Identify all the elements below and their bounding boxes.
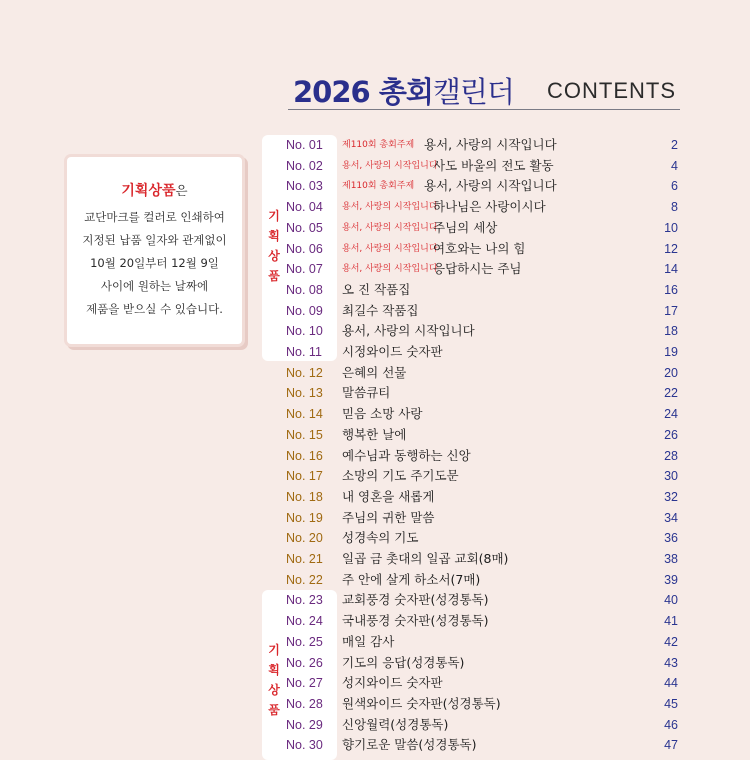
toc-row[interactable] — [286, 611, 680, 631]
toc-number: No. 07 — [286, 262, 323, 277]
toc-page: 8 — [671, 200, 678, 215]
toc-page: 10 — [664, 220, 678, 235]
group-label-char: 품 — [268, 269, 280, 283]
toc-title: 주 안에 살게 하소서(7매) — [342, 571, 481, 587]
contents-label: CONTENTS — [547, 78, 676, 103]
group-label-char: 기 — [268, 209, 280, 223]
toc-row[interactable] — [286, 570, 680, 590]
toc-row[interactable] — [286, 446, 680, 466]
info-line: 지정된 납품 일자와 관계없이 — [82, 233, 227, 247]
toc-row[interactable] — [286, 301, 680, 321]
toc-number: No. 03 — [286, 179, 323, 194]
toc-page: 39 — [664, 572, 678, 587]
special-group-label-top — [262, 206, 286, 286]
toc-row[interactable] — [286, 135, 680, 155]
info-lines — [67, 206, 242, 321]
group-label-char: 획 — [268, 663, 280, 677]
toc-number: No. 20 — [286, 531, 323, 546]
toc-number: No. 29 — [286, 717, 323, 732]
toc-title: 일곱 금 촛대의 일곱 교회(8매) — [342, 551, 509, 566]
info-box — [67, 157, 242, 344]
toc-number: No. 02 — [286, 158, 323, 173]
toc-number: No. 16 — [286, 448, 323, 463]
toc-row[interactable] — [286, 218, 680, 238]
toc-title: 소망의 기도 주기도문 — [342, 468, 459, 484]
toc-prefix: 용서, 사랑의 시작입니다 — [342, 222, 438, 233]
toc-page: 24 — [664, 407, 678, 422]
toc-row[interactable] — [286, 466, 680, 486]
info-line: 제품을 받으실 수 있습니다. — [86, 302, 223, 316]
toc-number: No. 27 — [286, 676, 323, 691]
group-label-char: 획 — [268, 229, 280, 243]
toc-page: 2 — [671, 138, 678, 152]
toc-title: 믿음 소망 사랑 — [342, 406, 423, 422]
toc-page: 44 — [664, 676, 678, 691]
toc-page: 28 — [664, 448, 678, 463]
toc-page: 38 — [664, 552, 678, 566]
toc-number: No. 08 — [286, 282, 323, 297]
toc-title: 용서, 사랑의 시작입니다 — [424, 178, 557, 194]
toc-page: 40 — [664, 593, 678, 608]
toc-row[interactable] — [286, 176, 680, 196]
toc-number: No. 22 — [286, 572, 323, 587]
toc-title: 은혜의 선물 — [342, 364, 407, 380]
toc-number: No. 14 — [286, 407, 323, 422]
toc-page: 16 — [664, 282, 678, 297]
header-divider — [288, 109, 680, 110]
toc-title: 예수님과 동행하는 신앙 — [342, 447, 471, 463]
toc-number: No. 28 — [286, 696, 323, 711]
group-label-char: 품 — [268, 703, 280, 717]
toc-title: 국내풍경 숫자판(성경통독) — [342, 613, 489, 629]
title-rest: 캘린더 — [432, 75, 514, 109]
toc-prefix: 용서, 사랑의 시작입니다 — [342, 202, 438, 213]
info-heading — [67, 181, 242, 201]
toc-number: No. 18 — [286, 489, 323, 504]
toc-row[interactable] — [286, 735, 680, 755]
toc-row[interactable] — [286, 259, 680, 279]
toc-number: No. 25 — [286, 634, 323, 649]
info-line: 교단마크를 컬러로 인쇄하여 — [84, 210, 225, 224]
toc-page: 18 — [664, 324, 678, 339]
toc-page: 32 — [664, 489, 678, 504]
toc-row[interactable] — [286, 590, 680, 610]
toc-row[interactable] — [286, 197, 680, 217]
toc-page: 43 — [664, 655, 678, 670]
info-line: 10월 20일부터 12월 9일 — [90, 256, 219, 270]
toc-number: No. 12 — [286, 365, 323, 380]
toc-title: 매일 감사 — [342, 633, 395, 649]
toc-number: No. 13 — [286, 386, 323, 401]
toc-title: 응답하시는 주님 — [433, 261, 522, 277]
toc-page: 4 — [671, 158, 678, 173]
toc-number: No. 01 — [286, 138, 323, 152]
title-bold: 총회 — [378, 75, 433, 109]
toc-row[interactable] — [286, 632, 680, 652]
page-header — [288, 66, 680, 110]
toc-number: No. 19 — [286, 510, 323, 525]
toc-prefix: 제110회 총회주제 — [342, 140, 415, 150]
toc-number: No. 09 — [286, 303, 323, 318]
toc-title: 향기로운 말씀(성경통독) — [342, 737, 477, 753]
special-group-label-bottom — [262, 640, 286, 720]
toc-row[interactable] — [286, 528, 680, 548]
toc-title: 성경속의 기도 — [342, 530, 419, 546]
toc-prefix: 용서, 사랑의 시작입니다 — [342, 243, 438, 254]
toc-title: 시정와이드 숫자판 — [342, 344, 443, 359]
toc-prefix: 제110회 총회주제 — [342, 181, 415, 192]
toc-row[interactable] — [286, 508, 680, 528]
toc-row[interactable] — [286, 653, 680, 673]
toc-number: No. 24 — [286, 614, 323, 629]
toc-title: 최길수 작품집 — [342, 302, 419, 318]
toc-page: 47 — [664, 738, 678, 753]
toc-title: 내 영혼을 새롭게 — [342, 488, 435, 504]
toc-title: 행복한 날에 — [342, 426, 407, 442]
toc-number: No. 23 — [286, 593, 323, 608]
toc-number: No. 10 — [286, 324, 323, 339]
toc-title: 오 진 작품집 — [342, 281, 411, 297]
toc-page: 12 — [664, 241, 678, 256]
toc-title: 교회풍경 숫자판(성경통독) — [342, 592, 489, 608]
toc-number: No. 17 — [286, 469, 323, 484]
toc-page: 41 — [664, 614, 678, 629]
toc-page: 45 — [664, 696, 678, 711]
group-label-char: 상 — [268, 249, 280, 263]
toc-row[interactable] — [286, 156, 680, 176]
toc-title: 사도 바울의 전도 활동 — [433, 157, 554, 173]
toc-title: 용서, 사랑의 시작입니다 — [342, 323, 475, 339]
toc-row[interactable] — [286, 239, 680, 259]
toc-number: No. 30 — [286, 738, 323, 753]
toc-title: 주님의 세상 — [433, 219, 498, 235]
toc-page: 36 — [664, 531, 678, 546]
toc-title: 원색와이드 숫자판(성경통독) — [342, 695, 501, 711]
page-title — [293, 70, 514, 111]
title-year: 2026 — [293, 75, 370, 109]
toc-page: 30 — [664, 469, 678, 484]
toc-row[interactable] — [286, 673, 680, 693]
toc-title: 말씀큐티 — [342, 385, 391, 401]
toc-number: No. 06 — [286, 241, 323, 256]
toc-number: No. 04 — [286, 200, 323, 215]
toc-title: 주님의 귀한 말씀 — [342, 509, 435, 525]
info-highlight: 기획상품 — [121, 183, 176, 199]
toc-prefix: 용서, 사랑의 시작입니다 — [342, 264, 438, 275]
toc-page: 22 — [664, 386, 678, 401]
toc-row[interactable] — [286, 342, 680, 362]
toc-row[interactable] — [286, 715, 680, 735]
toc-row[interactable] — [286, 694, 680, 714]
toc-row[interactable] — [286, 280, 680, 300]
toc-number: No. 05 — [286, 220, 323, 235]
toc-number: No. 15 — [286, 427, 323, 442]
toc-title: 성지와이드 숫자판 — [342, 675, 443, 691]
toc-page: 46 — [664, 717, 678, 732]
toc-prefix: 용서, 사랑의 시작입니다 — [342, 160, 438, 171]
group-label-char: 기 — [268, 643, 280, 657]
toc-row[interactable] — [286, 383, 680, 403]
toc-row[interactable] — [286, 425, 680, 445]
toc-page: 14 — [664, 262, 678, 277]
toc-page: 26 — [664, 427, 678, 442]
toc-title: 용서, 사랑의 시작입니다 — [424, 137, 557, 152]
toc-title: 하나님은 사랑이시다 — [433, 199, 546, 215]
info-highlight-suffix: 은 — [175, 183, 188, 198]
toc-title: 여호와는 나의 힘 — [433, 240, 526, 256]
group-label-char: 상 — [268, 683, 280, 697]
toc-page: 19 — [664, 345, 678, 359]
info-line: 사이에 원하는 날짜에 — [100, 279, 209, 293]
toc-row[interactable] — [286, 549, 680, 569]
toc-page: 42 — [664, 634, 678, 649]
toc-row[interactable] — [286, 404, 680, 424]
toc-row[interactable] — [286, 487, 680, 507]
toc-page: 20 — [664, 365, 678, 380]
toc-row[interactable] — [286, 321, 680, 341]
toc-title: 기도의 응답(성경통독) — [342, 654, 465, 670]
toc-number: No. 26 — [286, 655, 323, 670]
toc-page: 17 — [664, 303, 678, 318]
toc-row[interactable] — [286, 363, 680, 383]
toc-title: 신앙월력(성경통독) — [342, 716, 449, 732]
toc-number: No. 11 — [286, 345, 322, 359]
toc-page: 6 — [671, 179, 678, 194]
toc-number: No. 21 — [286, 552, 323, 566]
toc-page: 34 — [664, 510, 678, 525]
